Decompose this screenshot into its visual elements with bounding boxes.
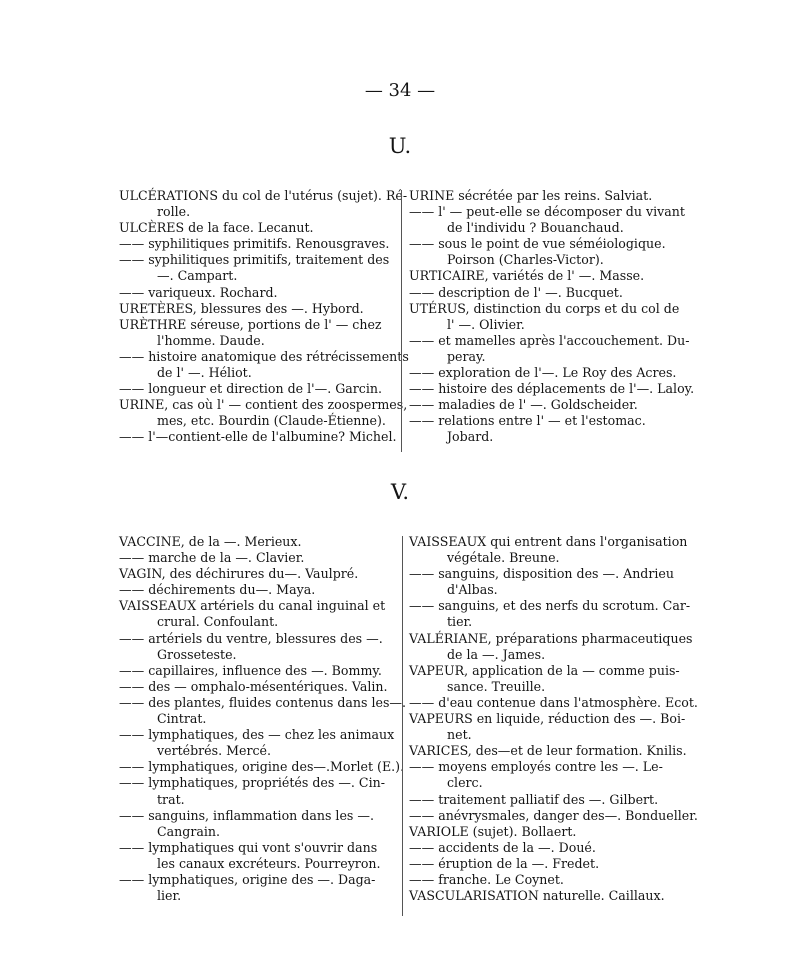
entry-line: URINE, cas où l' — contient des zoospermes, [119, 397, 408, 413]
entry-line: —— exploration de l'—. Le Roy des Acres. [409, 365, 677, 381]
entry-continuation-line: l' —. Olivier. [447, 316, 525, 332]
entry-line: —— traitement palliatif des —. Gilbert. [409, 791, 659, 807]
index-entry [409, 872, 680, 888]
entry-line: —— variqueux. Rochard. [119, 284, 278, 300]
entry-line: —— lymphatiques, origine des—.Morlet (E.). [119, 759, 405, 775]
entry-continuation-line: de la —. James. [447, 646, 546, 662]
entry-line: —— maladies de l' —. Goldscheider. [409, 397, 638, 413]
entry-line: VASCULARISATION naturelle. Caillaux. [409, 888, 665, 904]
index-entry [119, 872, 393, 904]
entry-continuation-line: clerc. [447, 775, 483, 791]
index-entry [409, 663, 680, 695]
index-entry [119, 236, 393, 252]
entry-continuation-line: Poirson (Charles-Victor). [447, 252, 604, 268]
entry-continuation-line: peray. [447, 348, 486, 364]
section-u-left-column [119, 188, 409, 446]
index-entry [119, 220, 393, 236]
section-v-right-column [409, 534, 698, 904]
index-entry [119, 663, 393, 679]
entry-line: —— histoire anatomique des rétrécissements [119, 348, 409, 364]
entry-continuation-line: vertébrés. Mercé. [157, 743, 271, 759]
entry-line: ULCÈRES de la face. Lecanut. [119, 220, 314, 236]
index-entry [409, 694, 698, 711]
entry-line: —— l'—contient-elle de l'albumine? Michel. [119, 429, 397, 445]
entry-line: —— lymphatiques, origine des —. Daga- [119, 871, 376, 887]
entry-continuation-line: mes, etc. Bourdin (Claude-Étienne). [157, 413, 386, 429]
index-entry [409, 365, 680, 381]
entry-continuation-line: lier. [157, 888, 182, 904]
index-entry [119, 840, 393, 872]
entry-line: —— éruption de la —. Fredet. [409, 855, 600, 871]
index-entry [409, 381, 695, 397]
index-entry [409, 840, 680, 856]
index-entry [119, 727, 393, 759]
index-entry [119, 598, 393, 630]
index-entry [119, 694, 407, 727]
index-entry [119, 550, 393, 566]
index-entry [409, 759, 680, 791]
index-entry [409, 856, 680, 872]
index-entry [409, 236, 680, 268]
entry-line: —— accidents de la —. Doué. [409, 839, 596, 855]
entry-continuation-line: rolle. [157, 204, 191, 220]
index-entry [119, 679, 393, 695]
entry-continuation-line: Cangrain. [157, 823, 220, 839]
index-entry [119, 381, 393, 397]
index-entry [409, 285, 680, 301]
entry-continuation-line: crural. Confoulant. [157, 614, 279, 630]
section-v-left-column [119, 534, 407, 904]
entry-line: URINE sécrétée par les reins. Salviat. [409, 188, 653, 203]
entry-line: VAPEUR, application de la — comme puis- [409, 662, 680, 678]
entry-line: VAISSEAUX qui entrent dans l'organisation [409, 534, 688, 549]
entry-line: —— déchirements du—. Maya. [119, 582, 316, 598]
entry-line: URTICAIRE, variétés de l' —. Masse. [409, 268, 645, 284]
index-entry [409, 598, 691, 630]
entry-line: URETÈRES, blessures des —. Hybord. [119, 300, 364, 316]
entry-line: —— sanguins, inflammation dans les —. [119, 807, 374, 823]
entry-line: —— artériels du ventre, blessures des —. [119, 630, 383, 646]
index-entry [119, 534, 393, 550]
index-entry [119, 285, 393, 301]
entry-line: VAISSEAUX artériels du canal inguinal et [119, 598, 386, 614]
entry-line: —— l' — peut-elle se décomposer du vivant [409, 204, 685, 220]
entry-line: VAGIN, des déchirures du—. Vaulpré. [119, 566, 359, 582]
entry-line: VARICES, des—et de leur formation. Knilis. [409, 743, 687, 759]
section-v-letter: V. [390, 480, 410, 504]
entry-continuation-line: trat. [157, 791, 185, 807]
entry-continuation-line: net. [447, 727, 472, 743]
entry-continuation-line: de l'individu ? Bouanchaud. [447, 220, 624, 236]
index-entry [409, 204, 685, 236]
entry-continuation-line: de l' —. Héliot. [157, 365, 252, 381]
index-entry [119, 775, 393, 807]
index-entry [409, 332, 690, 365]
entry-continuation-line: l'homme. Daude. [157, 332, 265, 348]
entry-line: —— des plantes, fluides contenus dans les—. [119, 694, 407, 710]
entry-line: —— moyens employés contre les —. Le- [409, 759, 663, 775]
entry-line: —— d'eau contenue dans l'atmosphère. Ecot. [409, 694, 698, 710]
entry-continuation-line: végétale. Breune. [447, 550, 560, 566]
index-entry [119, 301, 393, 317]
page-number: — 34 — [364, 80, 436, 101]
index-entry [409, 711, 686, 743]
index-entry [119, 348, 409, 381]
entry-line: —— lymphatiques, des — chez les animaux [119, 727, 395, 743]
section-u-letter: U. [388, 134, 412, 158]
entry-line: —— sous le point de vue séméiologique. [409, 236, 666, 252]
entry-line: —— histoire des déplacements de l'—. Laloy. [409, 381, 695, 397]
entry-line: ULCÉRATIONS du col de l'utérus (sujet). Ré- [119, 188, 408, 203]
section-u-column-rule [401, 190, 402, 452]
index-entry [119, 397, 408, 429]
entry-line: UTÉRUS, distinction du corps et du col de [409, 300, 680, 316]
entry-line: URÈTHRE séreuse, portions de l' — chez [119, 316, 382, 332]
index-entry [119, 188, 408, 220]
index-entry [119, 252, 393, 284]
index-entry [409, 397, 680, 413]
entry-line: —— anévrysmales, danger des—. Bondueller. [409, 807, 698, 823]
entry-continuation-line: tier. [447, 614, 473, 630]
entry-line: VACCINE, de la —. Merieux. [119, 534, 302, 549]
index-entry [119, 582, 393, 598]
index-entry [409, 792, 680, 808]
index-entry [409, 630, 693, 663]
index-entry [409, 413, 680, 445]
section-u-right-column [409, 188, 695, 446]
entry-line: —— des — omphalo-mésentériques. Valin. [119, 678, 388, 694]
entry-continuation-line: les canaux excréteurs. Pourreyron. [157, 855, 381, 871]
entry-line: —— franche. Le Coynet. [409, 871, 564, 887]
index-entry [119, 808, 393, 840]
index-entry [409, 188, 680, 204]
index-entry [409, 268, 680, 284]
entry-line: —— description de l' —. Bucquet. [409, 284, 623, 300]
index-entry [409, 888, 680, 904]
entry-line: VARIOLE (sujet). Bollaert. [409, 823, 577, 839]
entry-line: —— longueur et direction de l'—. Garcin. [119, 381, 382, 397]
index-entry [119, 566, 393, 582]
entry-line: —— capillaires, influence des —. Bommy. [119, 662, 382, 678]
entry-line: —— syphilitiques primitifs. Renousgraves. [119, 236, 390, 252]
entry-line: —— et mamelles après l'accouchement. Du- [409, 332, 690, 348]
entry-line: —— marche de la —. Clavier. [119, 550, 305, 566]
entry-continuation-line: sance. Treuille. [447, 678, 546, 694]
entry-continuation-line: Jobard. [447, 429, 494, 445]
entry-line: VALÉRIANE, préparations pharmaceutiques [409, 630, 693, 646]
entry-line: —— lymphatiques, propriétés des —. Cin- [119, 775, 385, 791]
entry-continuation-line: Cintrat. [157, 711, 207, 727]
section-v-column-rule [402, 536, 403, 916]
entry-continuation-line: Grosseteste. [157, 646, 237, 662]
index-entry [119, 317, 393, 349]
index-entry [119, 631, 393, 663]
entry-continuation-line: d'Albas. [447, 582, 498, 598]
index-entry [409, 566, 680, 598]
entry-line: —— relations entre l' — et l'estomac. [409, 413, 646, 429]
entry-line: —— sanguins, et des nerfs du scrotum. Car- [409, 598, 691, 614]
entry-continuation-line: —. Campart. [157, 268, 238, 284]
index-entry [409, 301, 680, 333]
index-entry [409, 807, 698, 824]
index-entry [409, 824, 680, 840]
index-entry [119, 759, 405, 775]
entry-line: —— lymphatiques qui vont s'ouvrir dans [119, 839, 378, 855]
entry-line: —— sanguins, disposition des —. Andrieu [409, 566, 674, 582]
index-entry [409, 743, 687, 759]
entry-line: —— syphilitiques primitifs, traitement des [119, 252, 390, 268]
index-entry [119, 429, 397, 445]
index-entry [409, 534, 688, 566]
entry-line: VAPEURS en liquide, réduction des —. Boi- [409, 711, 686, 727]
